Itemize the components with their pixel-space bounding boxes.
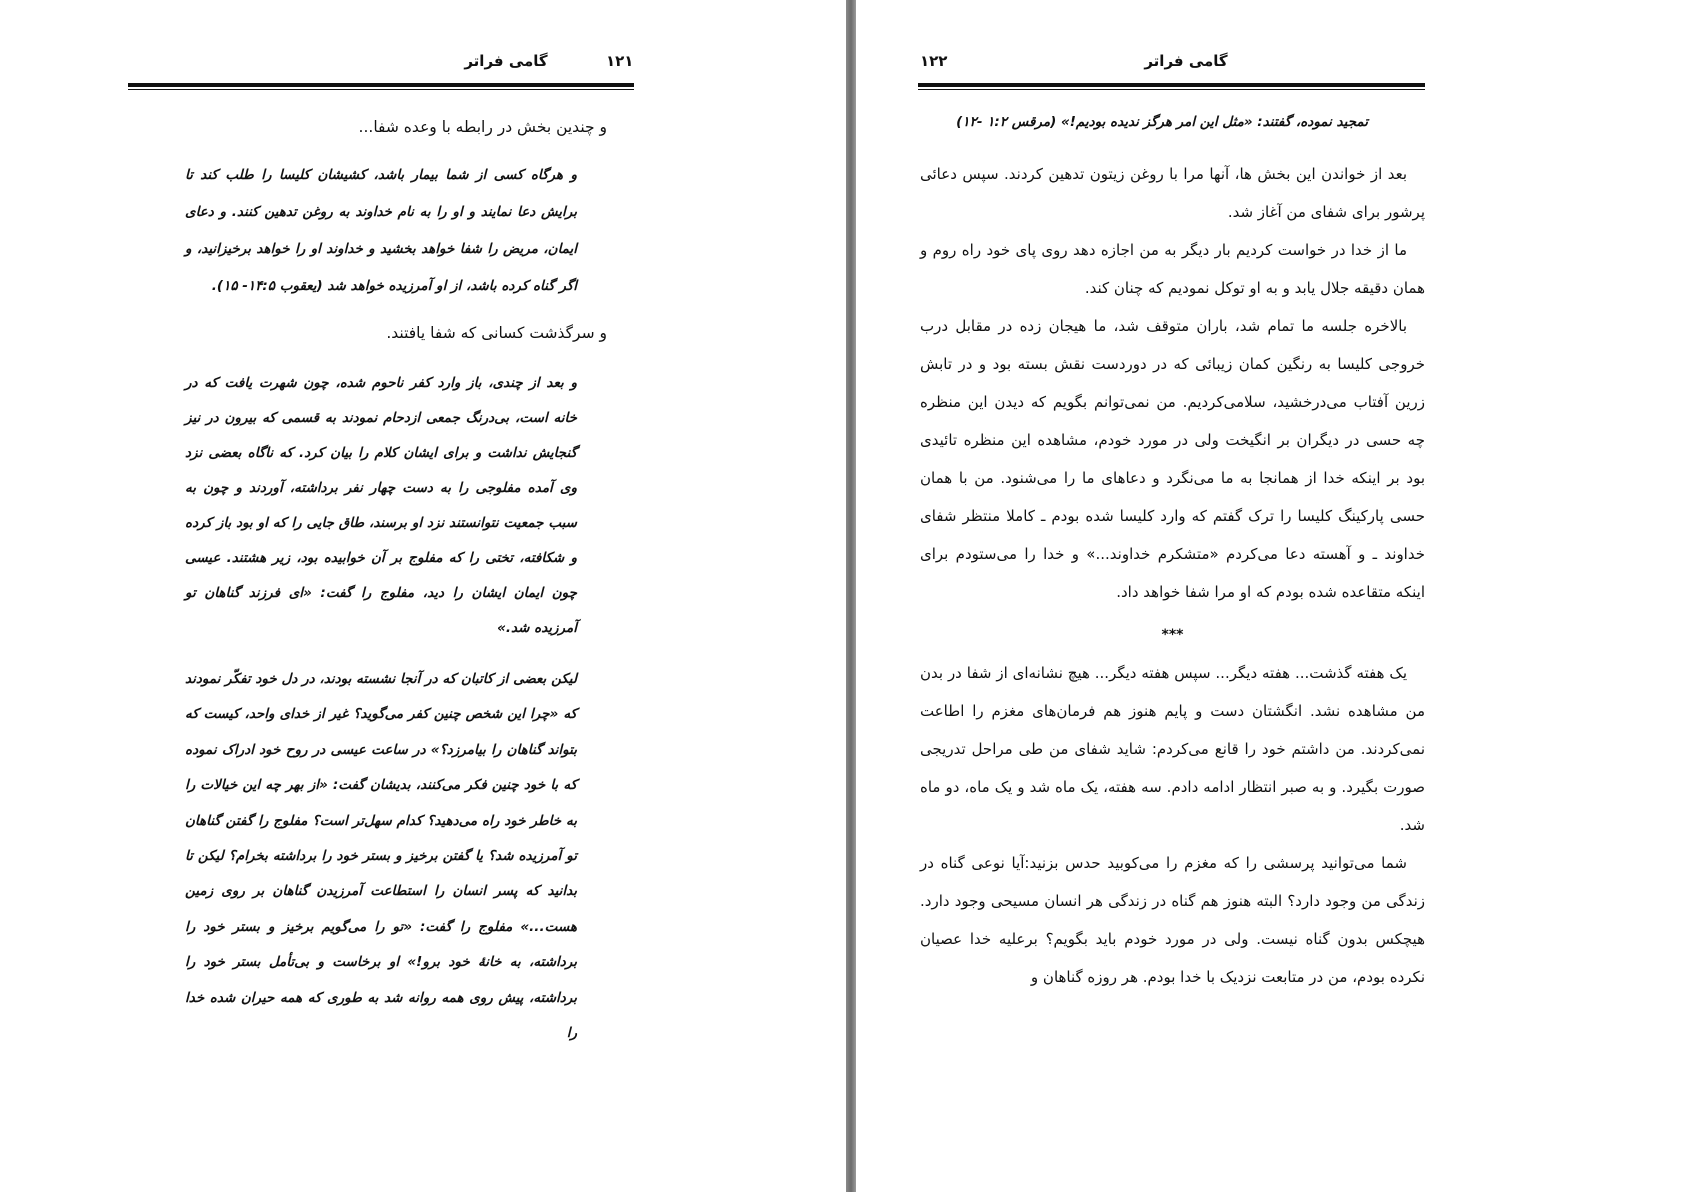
left-page-header <box>128 40 634 80</box>
continued-quote: تمجید نموده، گفتند: «مثل این امر هرگز ندیده بودیم!» (مرقس ۱:۲ -۱۲) <box>956 114 1368 130</box>
page-number: ۱۲۲ <box>920 52 948 70</box>
header-rule-thin <box>128 89 634 90</box>
right-page <box>858 0 1695 1192</box>
section-separator: *** <box>1161 627 1184 643</box>
intro-healing: و چندین بخش در رابطه با وعده شفا... <box>358 118 607 136</box>
quote-james: و هرگاه کسی از شما بیمار باشد، کشیشان کلیسا را طلب کند تا برایش دعا نمایند و او را به نام خداوند به روغن تدهین کنند. و دعای ایمان، مریض را شفا خواهد بخشید و خداوند او را خواهد برخیزانید، و اگر گناه کرده باشد، از او آمرزیده خواهد شد (یعقوب ۱۴:۵- ۱۵). <box>185 167 577 294</box>
paragraph: ما از خدا در خواست کردیم بار دیگر به من اجازه دهد روی پای خود راه روم و همان دقیقه جلال یابد و به او توکل نمودیم که چنان کند. <box>920 241 1425 297</box>
running-title: گامی فراتر <box>464 52 548 70</box>
book-spine <box>846 0 856 1192</box>
paragraph: بعد از خواندن این بخش ها، آنها مرا با روغن زیتون تدهین کردند. سپس دعائی پرشور برای شفای من آغاز شد. <box>920 165 1425 221</box>
quote-scribes: لیکن بعضی از کاتبان که در آنجا نشسته بودند، در دل خود تفکّر نمودند که «چرا این شخص چنین کفر می‌گوید؟ غیر از خدای واحد، کیست که بتواند گناهان را بیامرزد؟» در ساعت عیسی در روح خود ادراک نموده که با خود چنین فکر می‌کنند، بدیشان گفت: «از بهر چه این خیالات را به خاطر خود راه می‌دهید؟ کدام سهل‌تر است؟ مفلوج را گفتن گناهان تو آمرزیده شد؟ یا گفتن برخیز و بستر خود را برداشته بخرام؟ لیکن تا بدانید که پسر انسان را استطاعت آمرزیدن گناهان بر روی زمین هست...» مفلوج را گفت: «تو را می‌گویم برخیز و بستر خود را برداشته، به خانهٔ خود برو!» او برخاست و بی‌تأمل بستر خود را برداشته، پیش روی همه روانه شد به طوری که همه حیران شده خدا را <box>185 671 577 1042</box>
quote-paralytic: و بعد از چندی، باز وارد کفر ناحوم شده، چون شهرت یافت که در خانه است، بی‌درنگ جمعی ازدحام نمودند به قسمی که بیرون در نیز گنجایش نداشت و برای ایشان کلام را بیان کرد. که ناگاه بعضی نزد وی آمده مفلوجی را به دست چهار نفر برداشته، آوردند و چون به سبب جمعیت نتوانستند نزد او برسند، طاق جایی را که او بود باز کرده و شکافته، تختی را که مفلوج بر آن خوابیده بود، زیر هشتند. عیسی چون ایمان ایشان را دید، مفلوج را گفت: «ای فرزند گناهان تو آمرزیده شد.» <box>185 375 577 636</box>
body-section-2 <box>920 654 1425 996</box>
intro-stories: و سرگذشت کسانی که شفا یافتند. <box>386 324 607 342</box>
running-title: گامی فراتر <box>1144 52 1228 70</box>
page-number: ۱۲۱ <box>606 52 634 70</box>
header-rule-thick <box>128 83 634 87</box>
header-rule-thick <box>918 83 1425 87</box>
paragraph: شما می‌توانید پرسشی را که مغزم را می‌کوبید حدس بزنید:آیا نوعی گناه در زندگی من وجود دارد؟ البته هنوز هم گناه در زندگی هر انسان مسیحی وجود دارد. هیچکس بدون گناه نیست. ولی در مورد خودم باید بگویم؟ برعلیه خدا عصیان نکرده بودم، من در متابعت نزدیک با خدا بودم. هر روزه گناهان و <box>920 854 1425 986</box>
right-page-header <box>918 40 1425 80</box>
paragraph: بالاخره جلسه ما تمام شد، باران متوقف شد، ما هیجان زده در مقابل درب خروجی کلیسا به رنگین کمان زیبائی که در دوردست نقش بسته بود و در تابش زرین آفتاب می‌درخشید، سلامی‌کردیم. من نمی‌توانم بگویم که دیدن این منظره چه حسی در دیگران بر انگیخت ولی در مورد خودم، مشاهده این منظره تائیدی بود بر اینکه خدا از همانجا به ما می‌نگرد و دعاهای ما را می‌شنود. من با همان حسی پارکینگ کلیسا را ترک گفتم که وارد کلیسا شده بودم ـ کاملا منتظر شفای خداوند ـ و آهسته دعا می‌کردم «متشکرم خداوند...» و خدا را می‌ستودم برای اینکه متقاعده شده بودم که او مرا شفا خواهد داد. <box>920 317 1425 601</box>
paragraph: یک هفته گذشت... هفته دیگر... سپس هفته دیگر... هیچ نشانه‌ای از شفا در بدن من مشاهده نشد. انگشتان دست و پایم هنوز هم فرمان‌های مغزم را اطاعت نمی‌کردند. من داشتم خود را قانع می‌کردم: شاید شفای من طی مراحل تدریجی صورت بگیرد. و به صبر انتظار ادامه دادم. سه هفته، یک ماه شد و یک ماه، دو ماه شد. <box>920 664 1425 834</box>
header-rule-thin <box>918 89 1425 90</box>
body-section-1 <box>920 155 1425 611</box>
